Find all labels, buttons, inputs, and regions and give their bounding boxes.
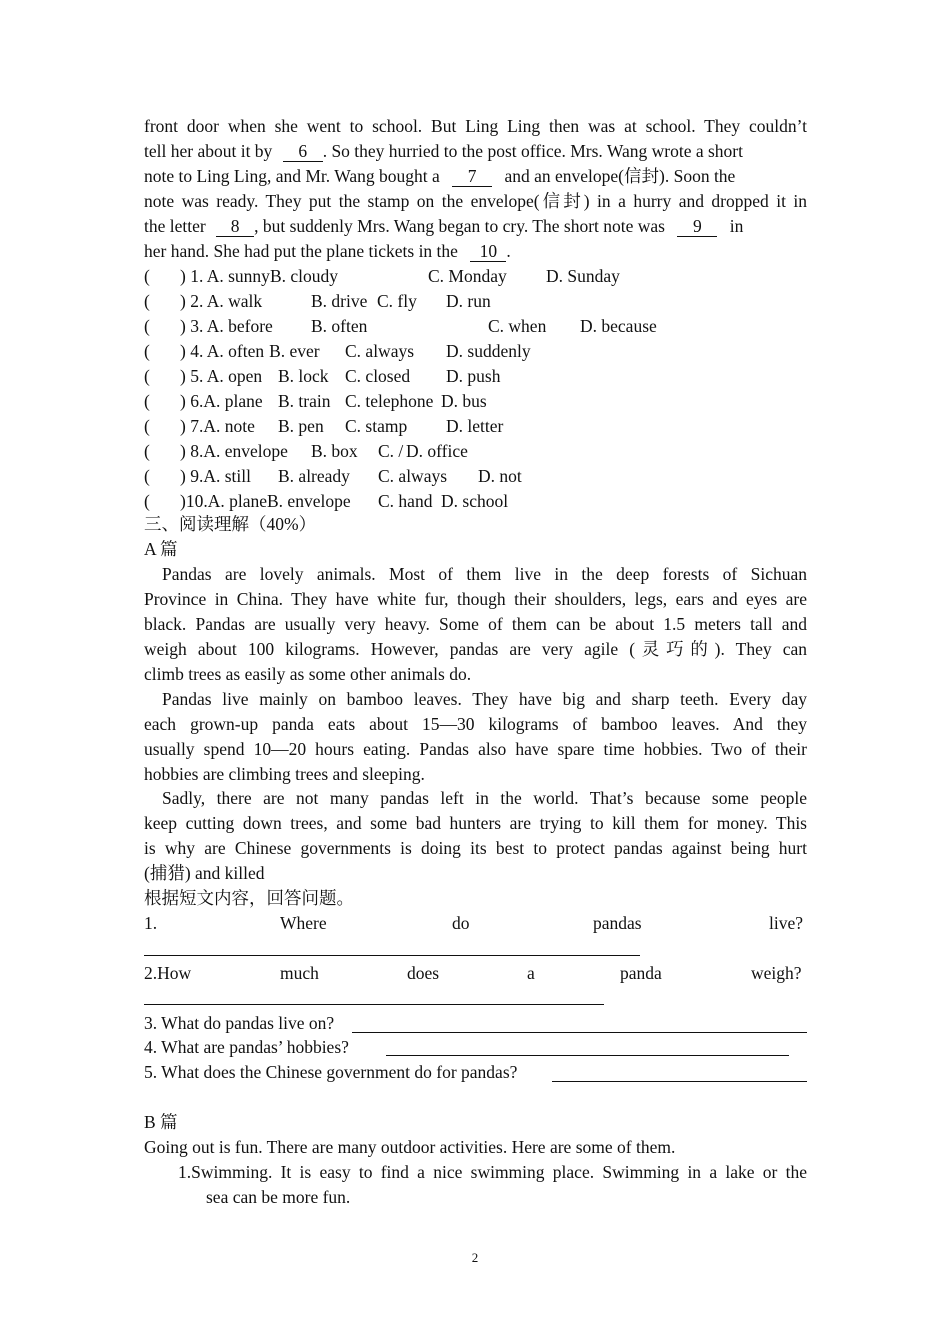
cloze-line-6: [144, 239, 807, 264]
cloze-text: in: [729, 216, 744, 236]
cloze-line-2: [144, 139, 807, 164]
question-1: [144, 911, 807, 936]
answer-line-5[interactable]: [552, 1081, 807, 1082]
option-d: D. Sunday: [546, 266, 620, 286]
passage-b-intro: Going out is fun. There are many outdoor activities. Here are some of them.: [144, 1137, 676, 1157]
q2-word: a: [527, 963, 535, 983]
option-d: D. because: [580, 316, 657, 336]
answer-bracket[interactable]: (: [144, 391, 150, 411]
question-row: [144, 364, 807, 389]
question-5: 5. What does the Chinese government do for pandas?: [144, 1062, 518, 1082]
cloze-text: tell her about it by: [144, 141, 273, 161]
blank-9: 9: [677, 216, 717, 237]
answer-line-3[interactable]: [352, 1032, 807, 1033]
question-number-option-a: ) 5. A. open: [180, 366, 263, 386]
cloze-line-4: note was ready. They put the stamp on the envelope(信封) in a hurry and dropped it in: [144, 191, 807, 211]
blank-8: 8: [216, 216, 254, 237]
passage-b-item-1: 1.Swimming. It is easy to find a nice swimming place. Swimming in a lake or the: [178, 1162, 807, 1182]
option-c: C. Monday: [428, 266, 507, 286]
option-b: B. pen: [278, 416, 324, 436]
option-c: C. stamp: [345, 416, 408, 436]
answer-line-4[interactable]: [386, 1055, 789, 1056]
option-c: C. /: [378, 441, 404, 461]
option-d: D. office: [406, 441, 468, 461]
page-number: 2: [471, 1250, 479, 1265]
question-number-option-a: ) 6.A. plane: [180, 391, 263, 411]
answer-bracket[interactable]: (: [144, 341, 150, 361]
answer-bracket[interactable]: (: [144, 416, 150, 436]
blank-7: 7: [452, 166, 492, 187]
option-d: D. suddenly: [446, 341, 531, 361]
question-row: [144, 264, 807, 289]
question-number-option-a: ) 7.A. note: [180, 416, 255, 436]
question-row: [144, 464, 807, 489]
question-number-option-a: )10.A. planeB. envelope: [180, 491, 351, 511]
option-c: C. when: [488, 316, 547, 336]
answer-bracket[interactable]: (: [144, 441, 150, 461]
cloze-text: her hand. She had put the plane tickets in the: [144, 241, 458, 261]
answer-bracket[interactable]: (: [144, 291, 150, 311]
passage-a-line: black. Pandas are usually very heavy. Some of them can be about 1.5 meters tall and: [144, 614, 807, 634]
q1-word: 1.: [144, 913, 158, 933]
instruction: 根据短文内容，回答问题。: [144, 888, 354, 908]
option-c: C. always: [378, 466, 448, 486]
q1-word: pandas: [593, 913, 642, 933]
option-d: D. run: [446, 291, 491, 311]
option-b: B. often: [311, 316, 368, 336]
option-b: B. lock: [278, 366, 329, 386]
option-b: B. cloudy: [269, 266, 338, 286]
cloze-text: the letter: [144, 216, 206, 236]
question-3: 3. What do pandas live on?: [144, 1013, 335, 1033]
passage-a-line: (捕猎) and killed: [144, 863, 265, 883]
part-a-heading: A 篇: [144, 539, 178, 559]
passage-a-line: keep cutting down trees, and some bad hunters are trying to kill them for money. This: [144, 813, 807, 833]
option-d: D. school: [441, 491, 509, 511]
option-c: C. telephone: [345, 391, 434, 411]
passage-a-line: hobbies are climbing trees and sleeping.: [144, 764, 425, 784]
blank-10: 10: [470, 241, 506, 262]
option-d: D. letter: [446, 416, 504, 436]
option-b: B. train: [278, 391, 331, 411]
option-b: B. box: [311, 441, 358, 461]
q1-word: do: [452, 913, 470, 933]
cloze-line-5: [144, 214, 807, 239]
question-row: [144, 439, 807, 464]
question-row: [144, 289, 807, 314]
answer-bracket[interactable]: (: [144, 266, 150, 286]
option-d: D. bus: [441, 391, 487, 411]
answer-bracket[interactable]: (: [144, 491, 150, 511]
option-c: C. hand: [378, 491, 433, 511]
question-2: [144, 961, 807, 986]
q2-word: panda: [620, 963, 662, 983]
q2-word: does: [407, 963, 440, 983]
option-b: B. already: [278, 466, 350, 486]
option-c: C. fly: [377, 291, 417, 311]
passage-a-line: usually spend 10—20 hours eating. Pandas also have spare time hobbies. Two of their: [144, 739, 807, 759]
question-number-option-a: ) 9.A. still: [180, 466, 251, 486]
cloze-line-3: [144, 164, 807, 189]
question-row: [144, 414, 807, 439]
question-row: [144, 339, 807, 364]
q2-word: 2.How: [144, 963, 192, 983]
answer-bracket[interactable]: (: [144, 466, 150, 486]
section-title: 三、阅读理解（40%）: [144, 514, 317, 534]
passage-a-line: is why are Chinese governments is doing its best to protect pandas against being hurt: [144, 838, 807, 858]
cloze-text: . So they hurried to the post office. Mrs. Wang wrote a short: [322, 141, 743, 161]
question-number-option-a: ) 1. A. sunnyB. cloudy: [180, 266, 338, 286]
answer-line-1[interactable]: [144, 955, 640, 956]
part-b-heading: B 篇: [144, 1112, 178, 1132]
passage-a-line: weigh about 100 kilograms. However, pandas are very agile (灵巧的). They can: [144, 639, 807, 659]
passage-a-line: Pandas live mainly on bamboo leaves. They have big and sharp teeth. Every day: [162, 689, 807, 709]
passage-a-line: Sadly, there are not many pandas left in the world. That’s because some people: [162, 788, 807, 808]
option-c: C. closed: [345, 366, 411, 386]
option-c: C. always: [345, 341, 415, 361]
question-number-option-a: ) 3. A. before: [180, 316, 273, 336]
option-b: B. envelope: [267, 491, 351, 511]
cloze-text: , but suddenly Mrs. Wang began to cry. The short note was: [254, 216, 665, 236]
option-b: B. ever: [269, 341, 320, 361]
question-row: [144, 314, 807, 339]
option-d: D. not: [478, 466, 522, 486]
q2-word: much: [280, 963, 319, 983]
cloze-line-1: front door when she went to school. But Ling Ling then was at school. They couldn’t: [144, 116, 807, 136]
option-b: B. drive: [311, 291, 368, 311]
q2-word: weigh?: [751, 963, 802, 983]
passage-a-line: Province in China. They have white fur, though their shoulders, legs, ears and eyes are: [144, 589, 807, 609]
question-number-option-a: ) 4. A. often B. ever: [180, 341, 320, 361]
cloze-text: .: [506, 241, 511, 261]
question-number-option-a: ) 8.A. envelope: [180, 441, 288, 461]
answer-bracket[interactable]: (: [144, 316, 150, 336]
q1-word: Where: [280, 913, 327, 933]
question-row: [144, 389, 807, 414]
question-number-option-a: ) 2. A. walk: [180, 291, 263, 311]
passage-b-item-1-cont: sea can be more fun.: [206, 1187, 351, 1207]
q1-word: live?: [769, 913, 804, 933]
passage-a-line: climb trees as easily as some other animals do.: [144, 664, 472, 684]
answer-line-2[interactable]: [144, 1004, 604, 1005]
cloze-text: note to Ling Ling, and Mr. Wang bought a: [144, 166, 440, 186]
option-d: D. push: [446, 366, 501, 386]
passage-a-line: each grown-up panda eats about 15—30 kilograms of bamboo leaves. And they: [144, 714, 807, 734]
cloze-text: and an envelope(信封). Soon the: [504, 166, 736, 186]
answer-bracket[interactable]: (: [144, 366, 150, 386]
passage-a-line: Pandas are lovely animals. Most of them live in the deep forests of Sichuan: [162, 564, 807, 584]
question-row: [144, 489, 807, 514]
blank-6: 6: [283, 141, 323, 162]
question-4: 4. What are pandas’ hobbies?: [144, 1037, 349, 1057]
